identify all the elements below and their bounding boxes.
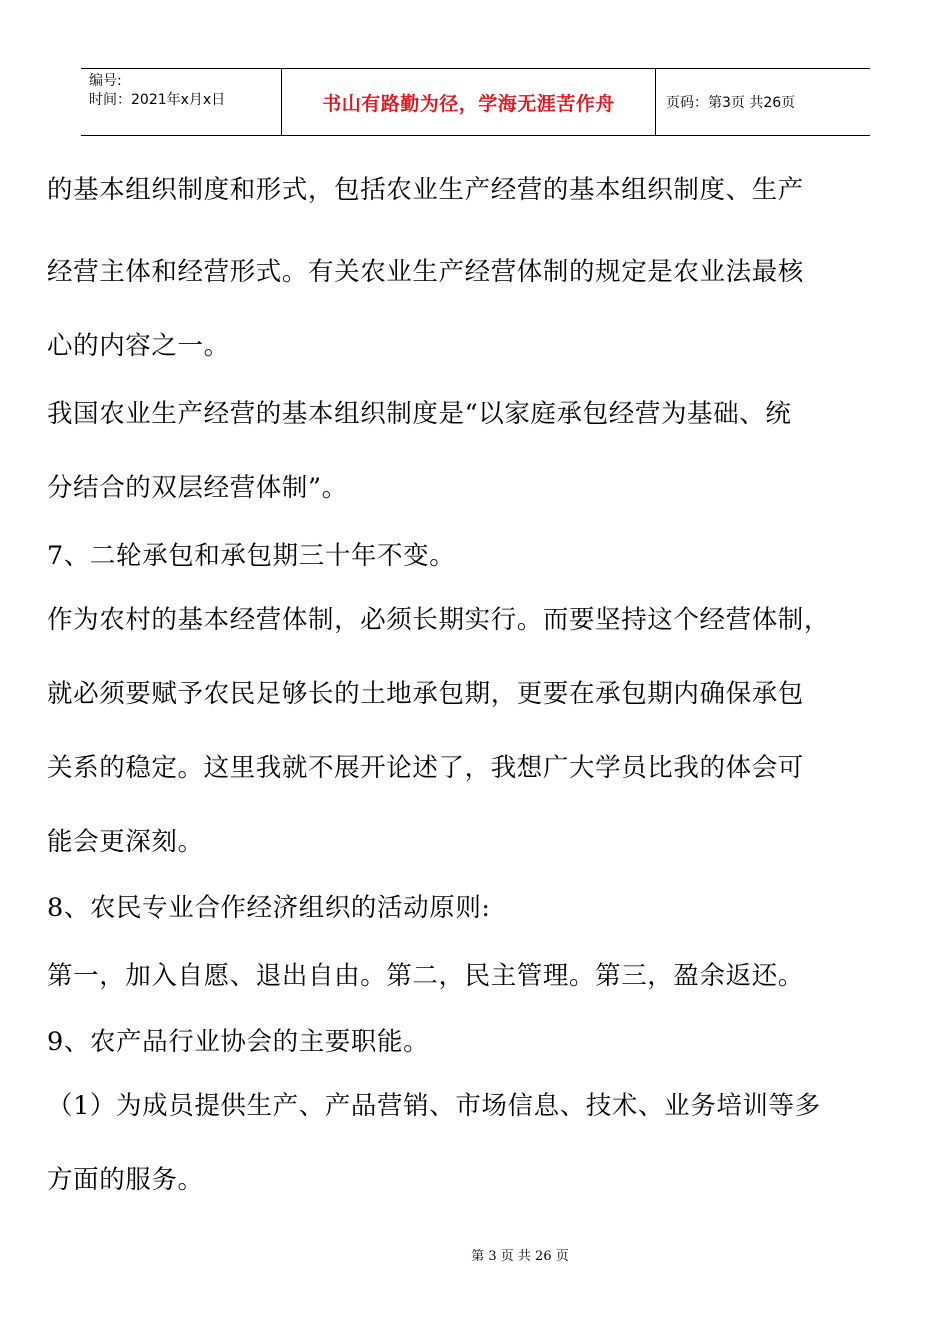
body-line: 方面的服务。 [47, 1165, 204, 1195]
page-header [81, 68, 870, 136]
body-line: 就必须要赋予农民足够长的土地承包期，更要在承包期内确保承包 [47, 679, 804, 709]
page-footer: 第 3 页 共 26 页 [471, 1249, 569, 1264]
body-line: 分结合的双层经营体制”。 [47, 473, 348, 503]
header-meta [81, 69, 282, 135]
body-line: （1）为成员提供生产、产品营销、市场信息、技术、业务培训等多 [47, 1091, 821, 1121]
body-line: 的基本组织制度和形式，包括农业生产经营的基本组织制度、生产 [47, 175, 804, 205]
date-label: 时间：2021年x月x日 [89, 92, 226, 108]
body-line: 8、农民专业合作经济组织的活动原则: [47, 893, 491, 923]
body-line: 9、农产品行业协会的主要职能。 [47, 1027, 430, 1057]
serial-number-label: 编号: [89, 73, 122, 89]
body-line: 我国农业生产经营的基本组织制度是“以家庭承包经营为基础、统 [47, 399, 792, 429]
body-line: 7、二轮承包和承包期三十年不变。 [47, 541, 456, 571]
body-line: 心的内容之一。 [47, 331, 230, 361]
body-line: 经营主体和经营形式。有关农业生产经营体制的规定是农业法最核 [47, 257, 804, 287]
body-line: 第一，加入自愿、退出自由。第二，民主管理。第三，盈余返还。 [47, 961, 804, 991]
header-page-info: 页码：第3页 共26页 [666, 95, 796, 111]
header-motto: 书山有路勤为径，学海无涯苦作舟 [282, 69, 656, 135]
body-line: 能会更深刻。 [47, 827, 204, 857]
body-line: 作为农村的基本经营体制，必须长期实行。而要坚持这个经营体制， [47, 605, 831, 635]
body-line: 关系的稳定。这里我就不展开论述了，我想广大学员比我的体会可 [47, 753, 804, 783]
